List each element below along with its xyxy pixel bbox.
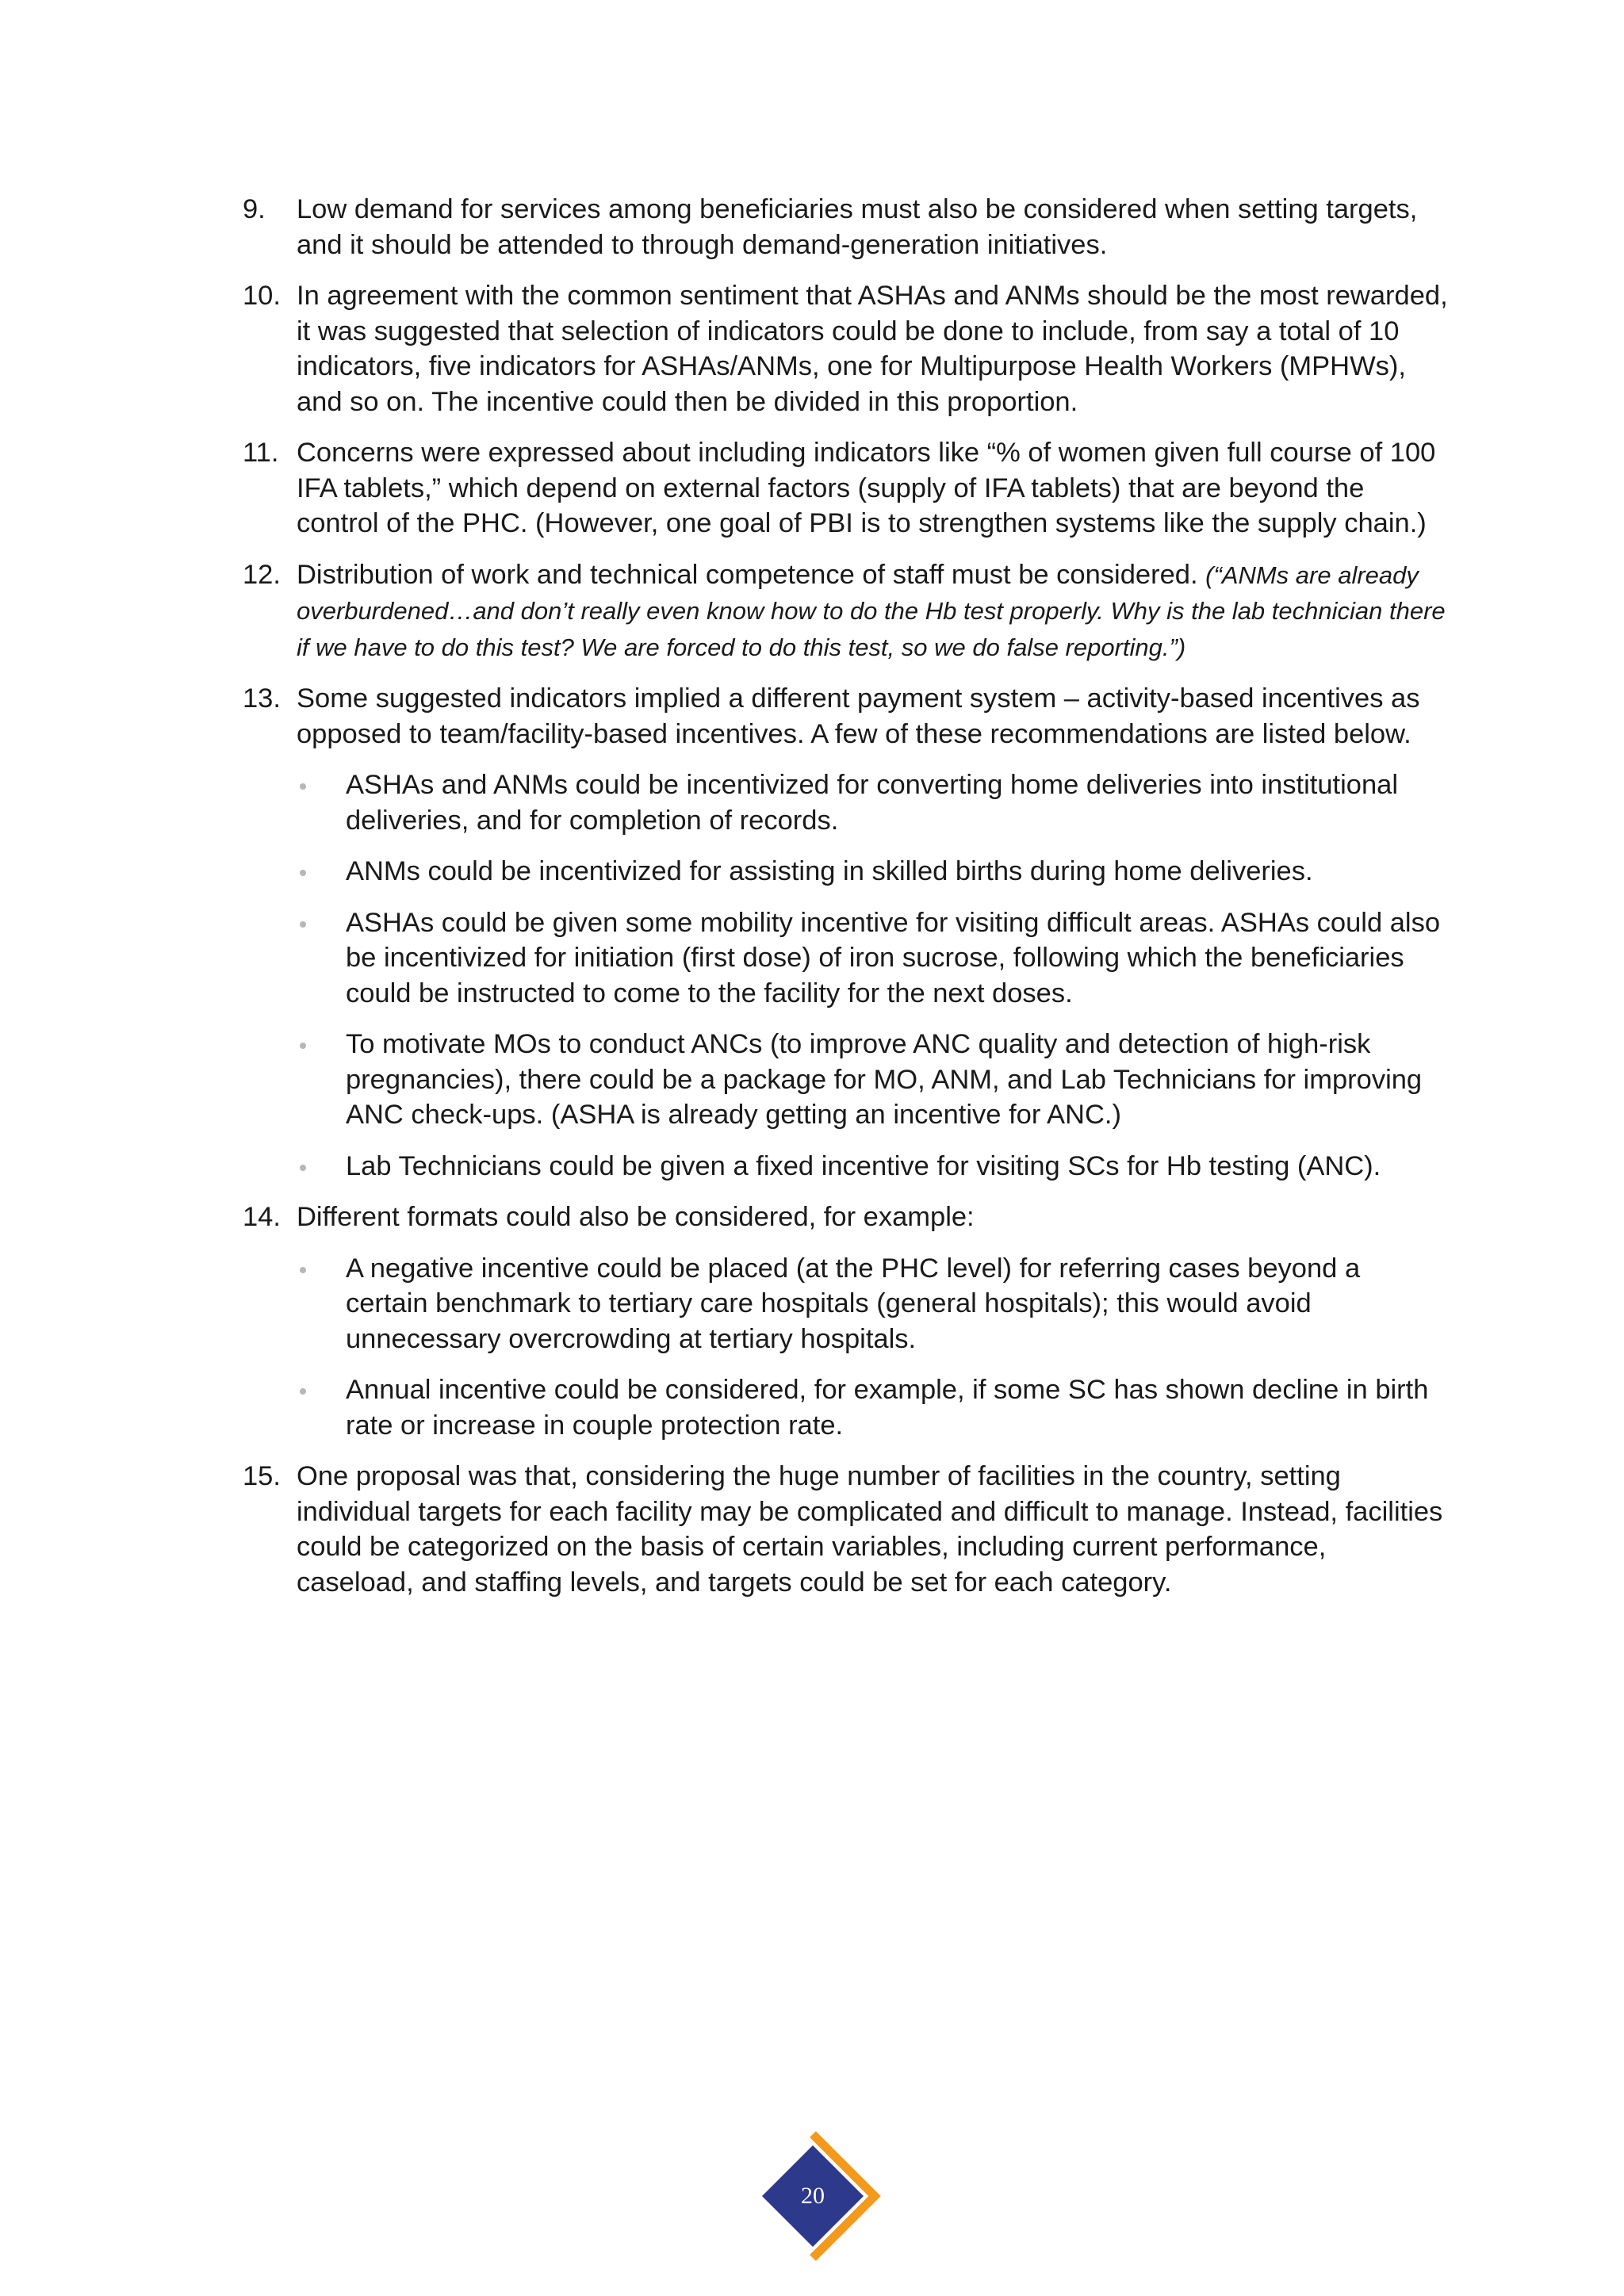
item-text-with-quote — [297, 557, 1448, 666]
item-number: 12. — [243, 559, 281, 590]
item-text: Some suggested indicators implied a different payment system – activity-based incentives as opposed to team/facility-based incentives. A few of these recommendations are listed below. — [297, 683, 1420, 749]
bullet-icon — [300, 1165, 306, 1171]
bullet-item — [297, 905, 1448, 1012]
list-item — [243, 1459, 1448, 1600]
item-text: Low demand for services among beneficiaries must also be considered when setting targets, and it should be attended to through demand-generation initiatives. — [297, 194, 1418, 260]
item-number: 14. — [243, 1202, 281, 1232]
item-text: Different formats could also be considered, for example: — [297, 1202, 975, 1232]
list-item — [243, 681, 1448, 1184]
item-quote: (“ANMs are already overburdened…and don’t really even know how to do the Hb test properly. Why is the lab technician there if we have to do this test? We are forced to do this test, so we do false reporting.”) — [297, 561, 1446, 661]
item-number: 9. — [243, 194, 266, 224]
item-number: 10. — [243, 281, 281, 311]
item-text: Distribution of work and technical competence of staff must be considered. — [297, 559, 1198, 590]
bullet-item — [297, 854, 1448, 890]
bullet-icon — [300, 1043, 306, 1049]
list-item — [243, 278, 1448, 419]
bullet-icon — [300, 921, 306, 928]
list-item — [243, 557, 1448, 666]
item-number: 11. — [243, 438, 279, 468]
list-item — [243, 192, 1448, 262]
bullet-text: To motivate MOs to conduct ANCs (to improve ANC quality and detection of high-risk pregnancies), there could be a package for MO, ANM, and Lab Technicians for improving ANC check-ups. (ASHA is already getting an incentive for ANC.) — [346, 1029, 1423, 1130]
bullet-item — [297, 1149, 1448, 1184]
bullet-text: ASHAs could be given some mobility incentive for visiting difficult areas. ASHAs could also be incentivized for initiation (first dose) of iron sucrose, following which the beneficiaries could be instructed to come to the facility for the next doses. — [346, 907, 1441, 1008]
bullet-icon — [300, 1388, 306, 1395]
document-body — [243, 192, 1448, 1616]
bullet-text: Lab Technicians could be given a fixed incentive for visiting SCs for Hb testing (ANC). — [346, 1150, 1381, 1181]
item-text: Concerns were expressed about including indicators like “% of women given full course of 100 IFA tablets,” which depend on external factors (supply of IFA tablets) that are beyond the control of the PHC. (However, one goal of PBI is to strengthen systems like the supply chain.) — [297, 438, 1436, 538]
bullet-item — [297, 1251, 1448, 1357]
list-item — [243, 435, 1448, 541]
page-number-badge — [757, 2125, 892, 2267]
bullet-item — [297, 767, 1448, 838]
page-number: 20 — [801, 2183, 825, 2209]
item-number: 15. — [243, 1461, 281, 1491]
bullet-list — [297, 767, 1448, 1184]
item-number: 13. — [243, 683, 281, 714]
bullet-text: ASHAs and ANMs could be incentivized for converting home deliveries into institutional deliveries, and for completion of records. — [346, 770, 1399, 836]
bullet-icon — [300, 1267, 306, 1273]
bullet-icon — [300, 870, 306, 876]
bullet-text: A negative incentive could be placed (at the PHC level) for referring cases beyond a certain benchmark to tertiary care hospitals (general hospitals); this would avoid unnecessary overcrowding at tertiary hospitals. — [346, 1253, 1361, 1354]
item-text: In agreement with the common sentiment that ASHAs and ANMs should be the most rewarded, it was suggested that selection of indicators could be done to include, from say a total of 10 indicators, five indicators for ASHAs/ANMs, one for Multipurpose Health Workers (MPHWs), and so on. The incentive could then be divided in this proportion. — [297, 281, 1448, 417]
bullet-item — [297, 1372, 1448, 1443]
bullet-list — [297, 1251, 1448, 1444]
bullet-icon — [300, 783, 306, 790]
list-item — [243, 1200, 1448, 1443]
bullet-text: ANMs could be incentivized for assisting in skilled births during home deliveries. — [346, 856, 1313, 886]
item-text: One proposal was that, considering the huge number of facilities in the country, setting individual targets for each facility may be complicated and difficult to manage. Instead, facilities could be categorized on the basis of certain variables, including current performance, caseload, and staffing levels, and targets could be set for each category. — [297, 1461, 1443, 1598]
bullet-text: Annual incentive could be considered, for example, if some SC has shown decline in birth rate or increase in couple protection rate. — [346, 1375, 1429, 1441]
bullet-item — [297, 1027, 1448, 1133]
